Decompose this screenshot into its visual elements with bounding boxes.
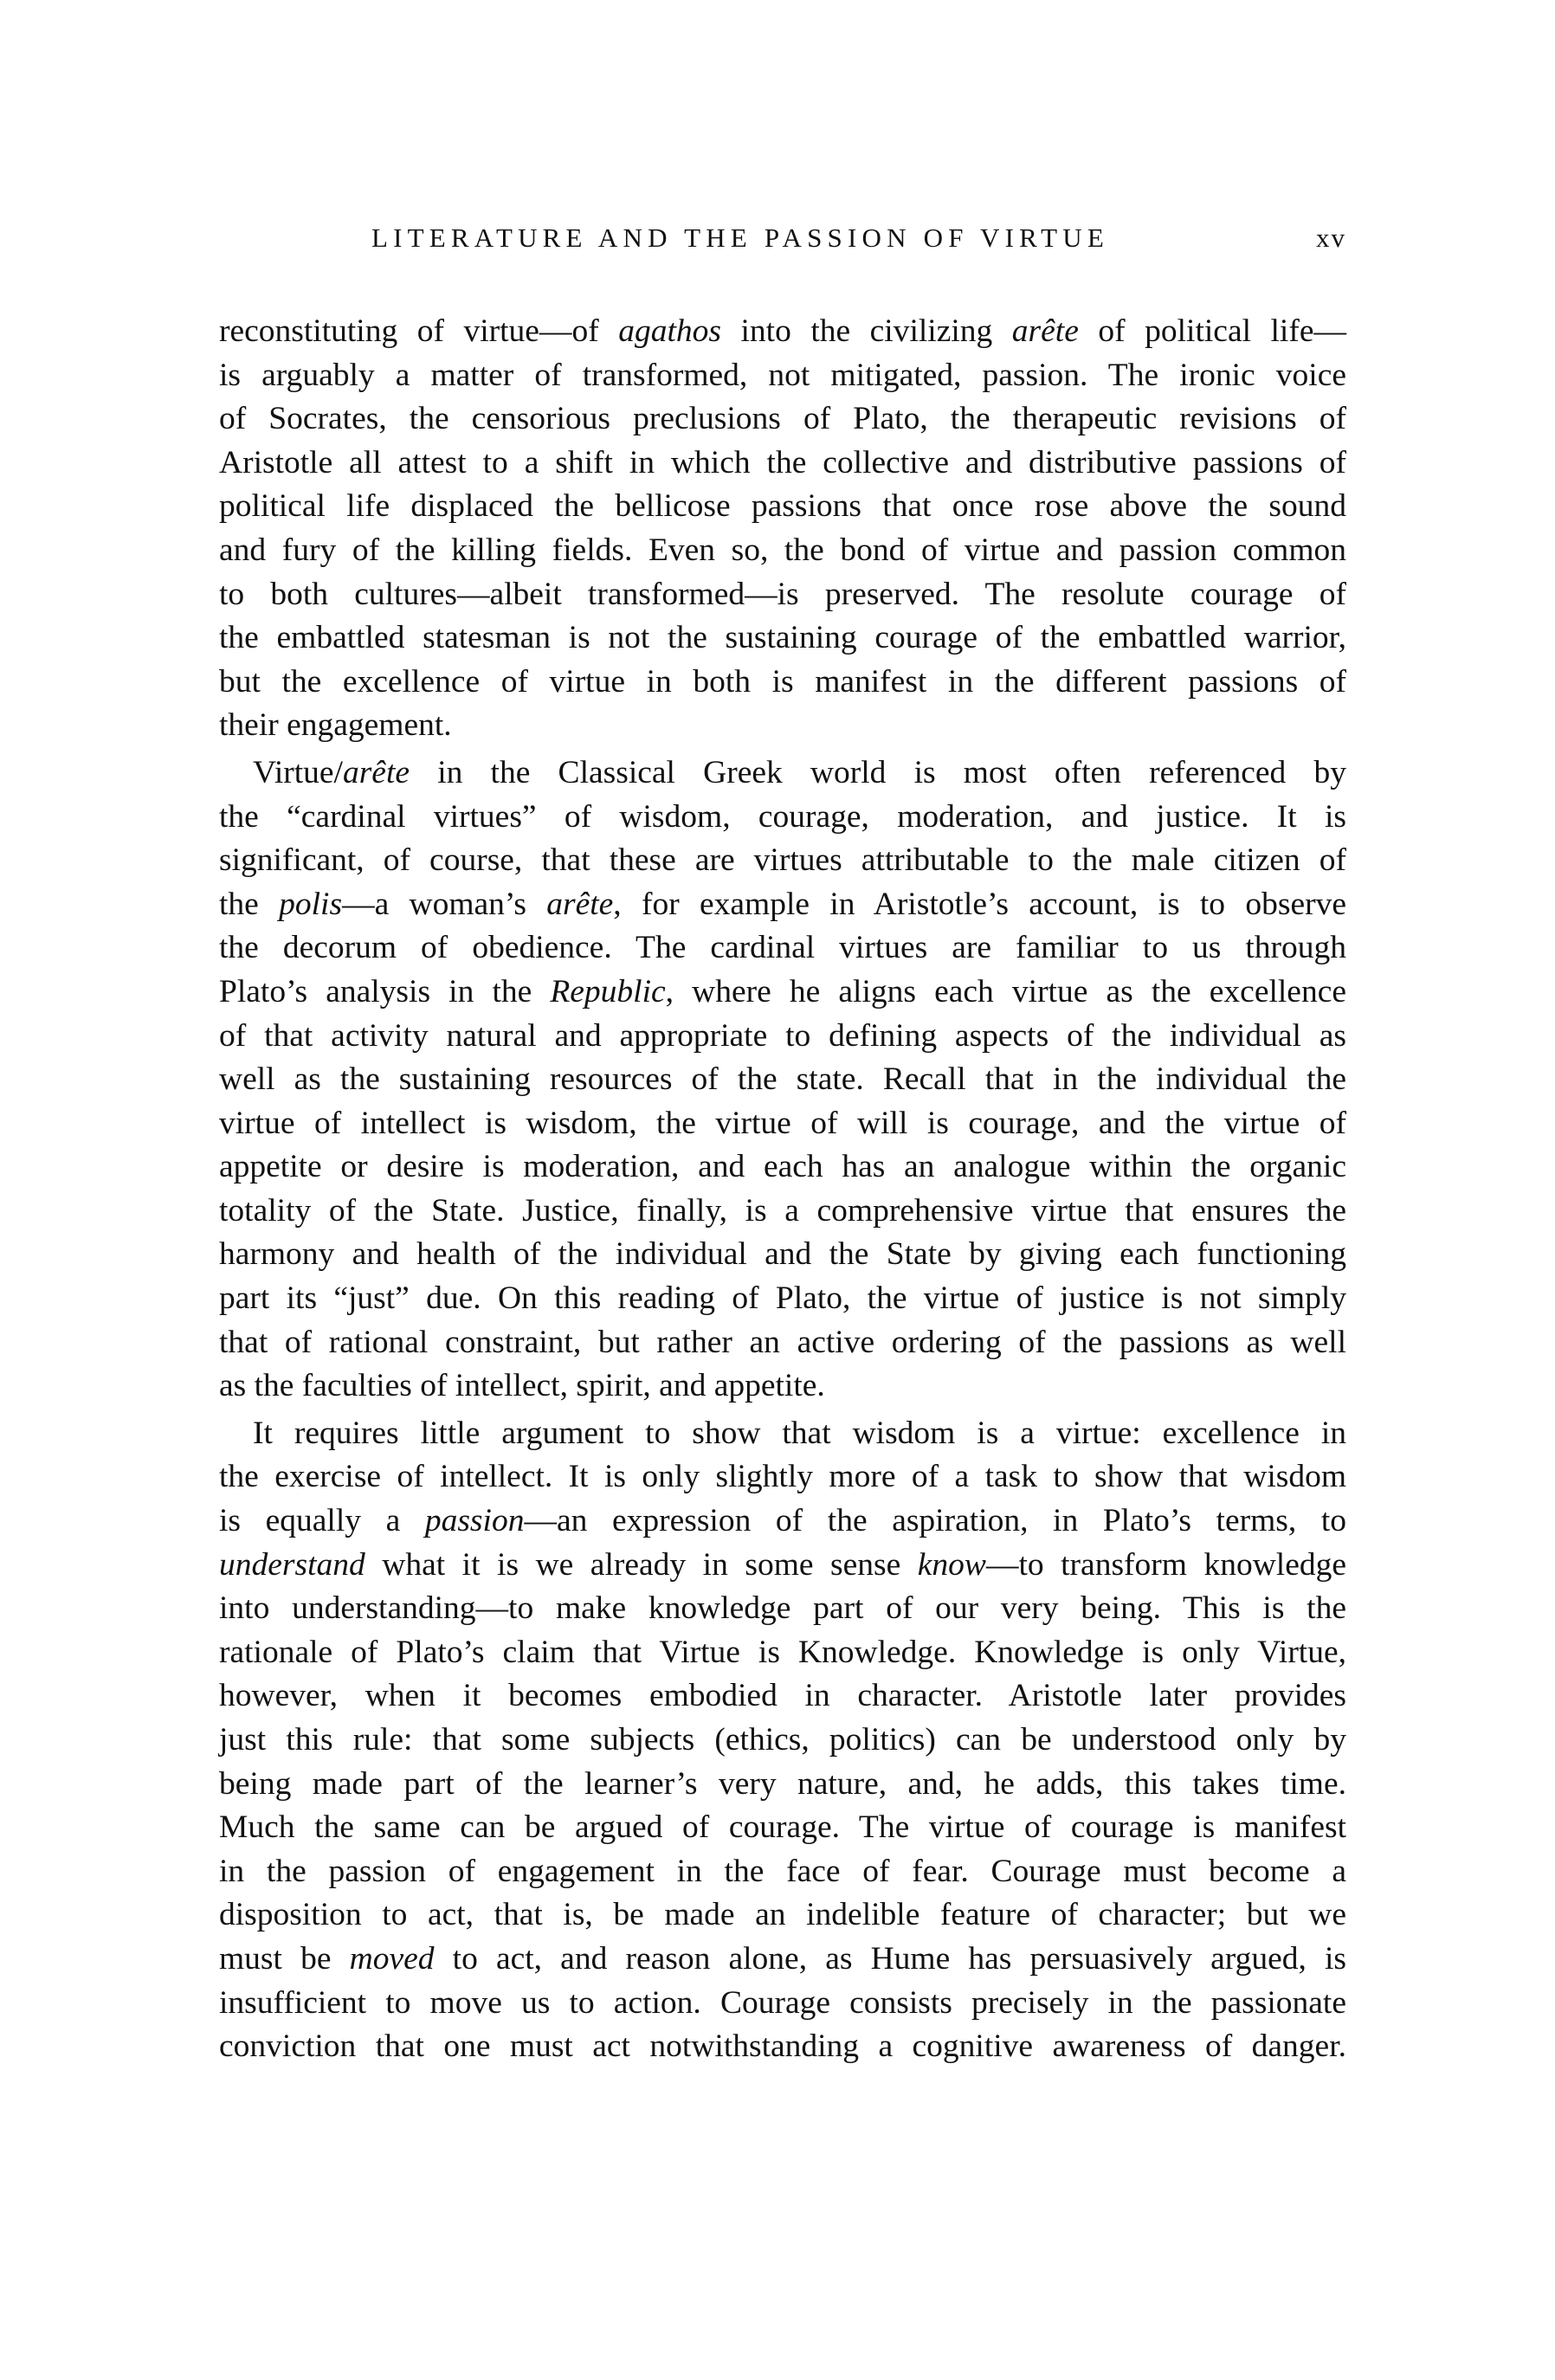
text-line [219, 485, 1346, 529]
running-head [219, 221, 1346, 255]
text-run: but the excellence of virtue in both is manifest in the different passions of [219, 663, 1346, 700]
text-line [219, 796, 1346, 840]
text-run: in the Classical Greek world is most often referenced by [410, 754, 1346, 790]
italic-term: Republic [550, 973, 666, 1009]
text-run: of Socrates, the censorious preclusions of Plato, the therapeutic revisions of [219, 401, 1346, 437]
text-line [219, 1806, 1346, 1850]
text-line [219, 1763, 1346, 1807]
text-run: virtue of intellect is wisdom, the virtue of will is courage, and the virtue of [219, 1105, 1346, 1141]
text-run: the [219, 886, 280, 922]
text-run: , where he aligns each virtue as the excellence [665, 973, 1346, 1009]
italic-term: passion [424, 1503, 525, 1539]
text-run: Plato’s analysis in the [219, 973, 551, 1009]
text-line [219, 442, 1346, 486]
text-run: harmony and health of the individual and the State by giving each functioning [219, 1236, 1346, 1273]
text-line [219, 354, 1346, 398]
text-run: totality of the State. Justice, finally, is a comprehensive virtue that ensures the [219, 1192, 1346, 1229]
text-run: insufficient to move us to action. Courage consists precisely in the passionate [219, 1984, 1346, 2021]
text-run: part its “just” due. On this reading of Plato, the virtue of justice is not simply [219, 1280, 1346, 1317]
text-run: into the civilizing [720, 313, 1012, 349]
text-run: that of rational constraint, but rather an active ordering of the passions as well [219, 1324, 1346, 1360]
text-run: conviction that one must act notwithstanding a cognitive awareness of danger. [219, 2028, 1346, 2065]
text-line [219, 1190, 1346, 1234]
text-line [219, 1015, 1346, 1059]
text-line [219, 883, 1346, 927]
text-run: into understanding—to make knowledge part of our very being. This is the [219, 1590, 1346, 1627]
text-run: —a woman’s [342, 886, 547, 922]
text-line [219, 1321, 1346, 1365]
text-run: however, when it becomes embodied in character. Aristotle later provides [219, 1678, 1346, 1714]
text-line [219, 1277, 1346, 1321]
text-run: significant, of course, that these are virtues attributable to the male citizen of [219, 842, 1346, 879]
text-line [219, 310, 1346, 354]
text-run: the embattled statesman is not the sustaining courage of the embattled warrior, [219, 620, 1346, 656]
text-line [219, 1544, 1346, 1588]
italic-term: arête [342, 754, 410, 790]
text-run: disposition to act, that is, be made an indelible feature of character; but we [219, 1897, 1346, 1933]
text-run: being made part of the learner’s very nature, and, he adds, this takes time. [219, 1765, 1346, 1802]
text-line [219, 1893, 1346, 1938]
text-run: of that activity natural and appropriate to defining aspects of the individual as [219, 1017, 1346, 1054]
text-line [219, 839, 1346, 883]
text-run: and fury of the killing fields. Even so, the bond of virtue and passion common [219, 532, 1346, 568]
text-run: to act, and reason alone, as Hume has persuasively argued, is [434, 1940, 1346, 1977]
italic-term: polis [279, 886, 343, 922]
text-line [219, 397, 1346, 442]
text-line [219, 1850, 1346, 1894]
paragraph [219, 751, 1346, 1409]
text-run: the “cardinal virtues” of wisdom, courage, moderation, and justice. It is [219, 798, 1346, 835]
text-line [219, 1058, 1346, 1102]
text-line [219, 1233, 1346, 1277]
text-line [219, 529, 1346, 573]
text-run: Aristotle all attest to a shift in which the collective and distributive passions of [219, 444, 1346, 481]
text-run: to both cultures—albeit transformed—is preserved. The resolute courage of [219, 576, 1346, 612]
text-line [219, 1102, 1346, 1146]
text-line [219, 1455, 1346, 1500]
text-run: Virtue/ [253, 754, 343, 790]
paragraph [219, 1412, 1346, 2069]
text-line [219, 1587, 1346, 1631]
body-text [219, 310, 1346, 2069]
text-run: well as the sustaining resources of the state. Recall that in the individual the [219, 1061, 1346, 1098]
text-line [219, 1412, 1346, 1456]
text-line [219, 971, 1346, 1015]
text-run: is equally a [219, 1503, 425, 1539]
text-line [219, 1145, 1346, 1190]
text-run: as the faculties of intellect, spirit, and appetite. [219, 1368, 825, 1404]
text-run: what it is we already in some sense [365, 1546, 918, 1583]
text-run: is arguably a matter of transformed, not mitigated, passion. The ironic voice [219, 357, 1346, 393]
text-run: the decorum of obedience. The cardinal virtues are familiar to us through [219, 930, 1346, 966]
text-line [219, 661, 1346, 705]
text-line [219, 926, 1346, 971]
text-line [219, 1674, 1346, 1719]
italic-term: understand [219, 1546, 365, 1583]
text-run: their engagement. [219, 707, 452, 744]
italic-term: know [917, 1546, 986, 1583]
text-line [219, 1719, 1346, 1763]
text-run: rationale of Plato’s claim that Virtue is Knowledge. Knowledge is only Virtue, [219, 1634, 1346, 1670]
text-line [219, 1938, 1346, 1982]
text-run: in the passion of engagement in the face of fear. Courage must become a [219, 1853, 1346, 1889]
text-run: the exercise of intellect. It is only slightly more of a task to show that wisdom [219, 1459, 1346, 1495]
text-line [219, 751, 1346, 796]
text-run: , for example in Aristotle’s account, is to observe [613, 886, 1346, 922]
text-run: reconstituting of virtue—of [219, 313, 619, 349]
text-line [219, 2025, 1346, 2069]
text-line [219, 704, 1346, 748]
text-line [219, 1500, 1346, 1544]
italic-term: arête [1011, 313, 1079, 349]
text-run: appetite or desire is moderation, and each has an analogue within the organic [219, 1149, 1346, 1185]
text-run: It requires little argument to show that wisdom is a virtue: excellence in [253, 1415, 1346, 1451]
italic-term: agathos [618, 313, 721, 349]
text-run: political life displaced the bellicose passions that once rose above the sound [219, 488, 1346, 525]
text-run: Much the same can be argued of courage. The virtue of courage is manifest [219, 1809, 1346, 1846]
running-title: LITERATURE AND THE PASSION OF VIRTUE [371, 223, 1110, 253]
text-run: —to transform knowledge [985, 1546, 1346, 1583]
paragraph [219, 310, 1346, 748]
text-run: —an expression of the aspiration, in Plato’s terms, to [524, 1503, 1346, 1539]
text-run: just this rule: that some subjects (ethics, politics) can be understood only by [219, 1722, 1346, 1758]
text-run: must be [219, 1940, 350, 1977]
text-line [219, 1982, 1346, 2026]
page-number: xv [1316, 223, 1346, 253]
text-line [219, 573, 1346, 617]
italic-term: arête [546, 886, 614, 922]
text-line [219, 1631, 1346, 1675]
text-line [219, 616, 1346, 661]
text-line [219, 1364, 1346, 1409]
text-run: of political life— [1078, 313, 1346, 349]
italic-term: moved [349, 1940, 435, 1977]
